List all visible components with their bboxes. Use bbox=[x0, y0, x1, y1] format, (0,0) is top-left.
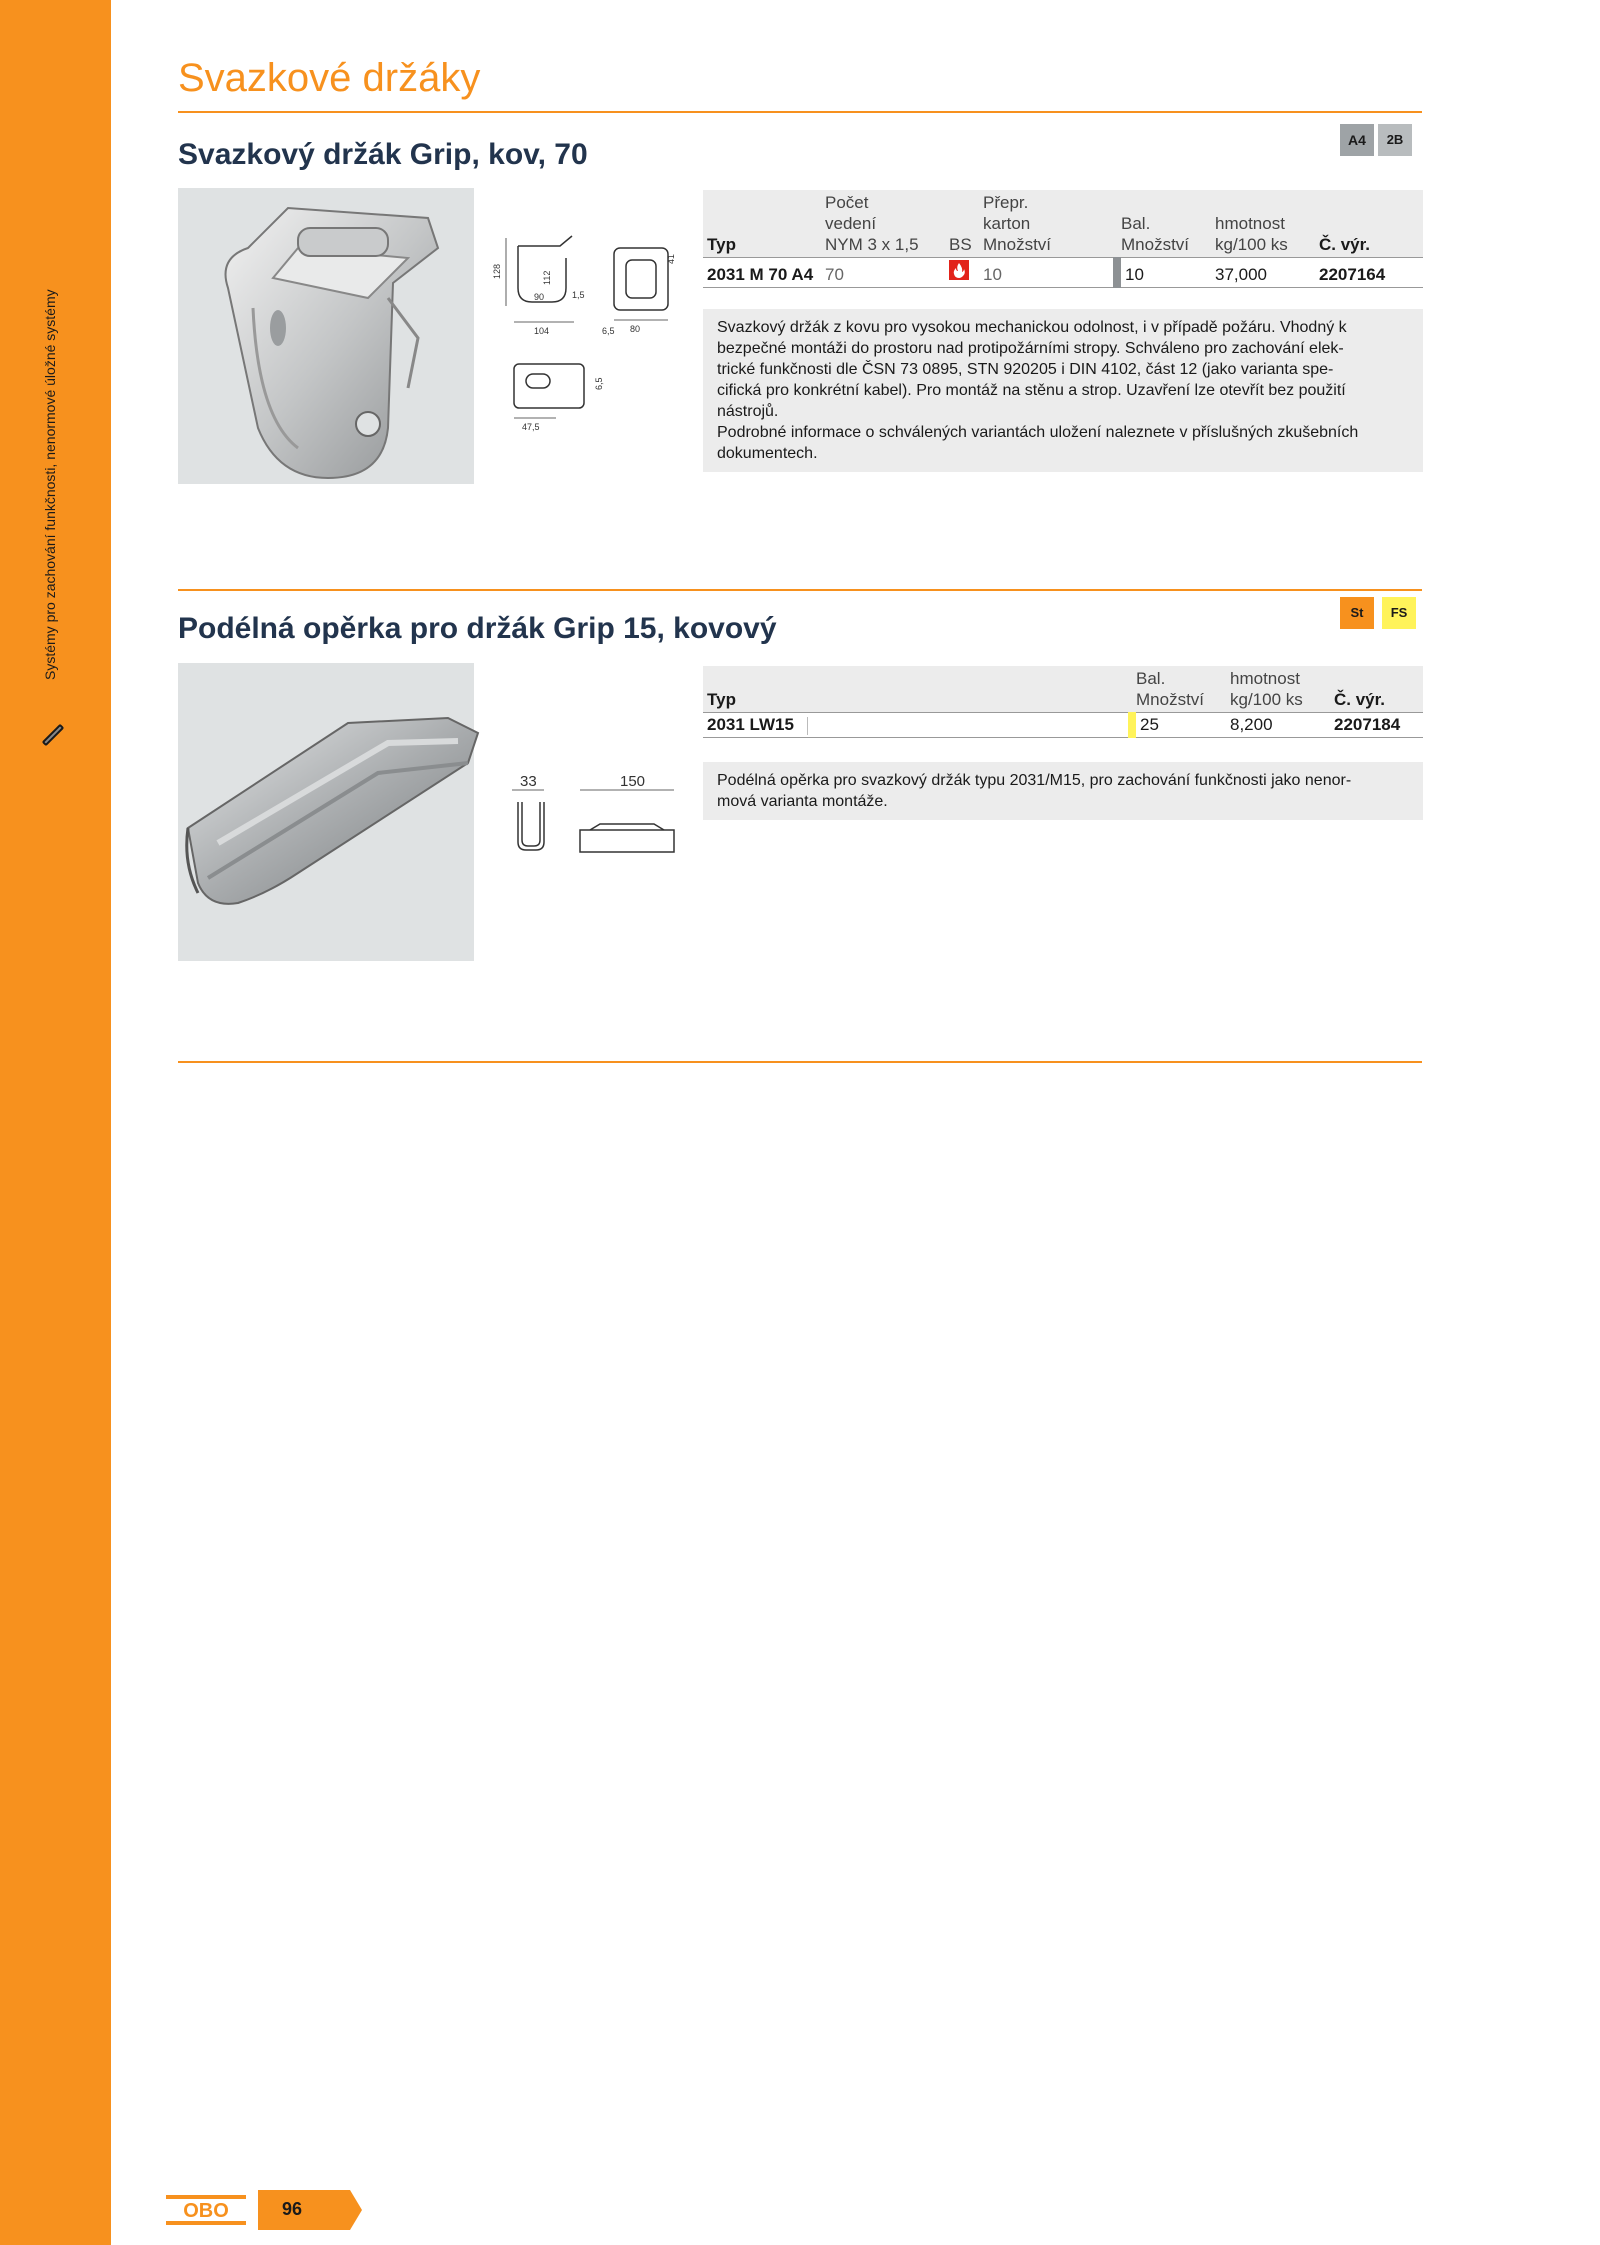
section-divider bbox=[178, 111, 1422, 113]
dim-label: 47,5 bbox=[522, 422, 540, 432]
svg-text:OBO: OBO bbox=[183, 2200, 229, 2222]
product-description bbox=[703, 309, 1423, 472]
page-number: 96 bbox=[282, 2199, 303, 2219]
description-line: mová varianta montáže. bbox=[717, 793, 888, 810]
technical-drawing bbox=[494, 230, 694, 440]
material-badge: A4 bbox=[1340, 124, 1374, 156]
description-line: nástrojů. bbox=[717, 403, 779, 420]
cell-hmotnost: 37,000 bbox=[1211, 258, 1315, 288]
dim-label: 112 bbox=[542, 270, 552, 285]
dim-label: 104 bbox=[534, 326, 550, 336]
page-title: Svazkové držáky bbox=[178, 56, 481, 100]
page-number-tab bbox=[258, 2190, 362, 2230]
cell-pocet: 70 bbox=[821, 258, 945, 288]
cell-bal: 10 bbox=[1117, 258, 1211, 288]
col-typ: Typ bbox=[703, 190, 821, 258]
description-line: Svazkový držák z kovu pro vysokou mechanickou odolnost, i v případě požáru. Vhodný k bbox=[717, 319, 1347, 336]
spec-table bbox=[703, 666, 1423, 738]
finish-badge: 2B bbox=[1378, 124, 1412, 156]
cable-icon bbox=[40, 722, 66, 748]
dim-label: 150 bbox=[620, 773, 646, 790]
cell-hmotnost: 8,200 bbox=[1226, 713, 1330, 738]
table-row bbox=[703, 258, 1423, 288]
cell-typ: 2031 LW15 bbox=[703, 713, 1132, 738]
product-photo bbox=[178, 188, 474, 484]
col-pocet: Počet vedení NYM 3 x 1,5 bbox=[821, 190, 945, 258]
col-bal: Bal. Množství bbox=[1132, 666, 1226, 713]
table-row bbox=[703, 713, 1423, 738]
material-badge: St bbox=[1340, 597, 1374, 629]
dim-label: 33 bbox=[520, 773, 537, 790]
dim-label: 1,5 bbox=[572, 290, 585, 300]
dim-label: 41 bbox=[666, 253, 676, 264]
col-bs: BS bbox=[945, 190, 979, 258]
table-header-row bbox=[703, 190, 1423, 258]
product-description bbox=[703, 762, 1423, 820]
dim-label: 128 bbox=[492, 263, 502, 279]
dim-label: 6,5 bbox=[594, 377, 604, 390]
cell-cvyr: 2207184 bbox=[1330, 713, 1423, 738]
spec-table bbox=[703, 190, 1423, 288]
col-karton: Přepr. karton Množství bbox=[979, 190, 1117, 258]
table-header-row bbox=[703, 666, 1423, 713]
cell-cvyr: 2207164 bbox=[1315, 258, 1423, 288]
cell-bs bbox=[945, 258, 979, 288]
description-line: trické funkčnosti dle ČSN 73 0895, STN 920205 i DIN 4102, část 12 (jako varianta spe- bbox=[717, 361, 1334, 378]
col-typ: Typ bbox=[703, 666, 1132, 713]
product-photo bbox=[178, 663, 474, 961]
product-title: Svazkový držák Grip, kov, 70 bbox=[178, 138, 588, 171]
col-hmotnost: hmotnost kg/100 ks bbox=[1226, 666, 1330, 713]
cell-karton: 10 bbox=[979, 258, 1117, 288]
description-line: dokumentech. bbox=[717, 445, 818, 462]
sidebar-vertical-text: Systémy pro zachování funkčnosti, nenormové úložné systémy bbox=[42, 289, 58, 680]
description-line: cifická pro konkrétní kabel). Pro montáž na stěnu a strop. Uzavření lze otevřít bez použití bbox=[717, 382, 1346, 399]
technical-drawing bbox=[500, 772, 690, 862]
fire-icon bbox=[949, 260, 969, 280]
col-cvyr: Č. výr. bbox=[1315, 190, 1423, 258]
cell-typ: 2031 M 70 A4 bbox=[703, 258, 821, 288]
description-line: bezpečné montáži do prostoru nad protipožárními stropy. Schváleno pro zachování elek- bbox=[717, 340, 1344, 357]
dim-label: 90 bbox=[534, 292, 545, 302]
finish-badge: FS bbox=[1382, 597, 1416, 629]
description-line: Podrobné informace o schválených variantách uložení naleznete v příslušných zkušebních bbox=[717, 424, 1359, 441]
col-bal: Bal. Množství bbox=[1117, 190, 1211, 258]
product-title: Podélná opěrka pro držák Grip 15, kovový bbox=[178, 612, 777, 645]
description-line: Podélná opěrka pro svazkový držák typu 2031/M15, pro zachování funkčnosti jako nenor- bbox=[717, 772, 1352, 789]
col-hmotnost: hmotnost kg/100 ks bbox=[1211, 190, 1315, 258]
cell-bal: 25 bbox=[1132, 713, 1226, 738]
dim-label: 6,5 bbox=[602, 326, 615, 336]
obo-logo bbox=[166, 2195, 246, 2225]
section-divider bbox=[178, 589, 1422, 591]
section-divider bbox=[178, 1061, 1422, 1063]
col-cvyr: Č. výr. bbox=[1330, 666, 1423, 713]
bracket-image bbox=[178, 188, 474, 484]
dim-label: 80 bbox=[630, 324, 641, 334]
support-image bbox=[178, 663, 474, 961]
